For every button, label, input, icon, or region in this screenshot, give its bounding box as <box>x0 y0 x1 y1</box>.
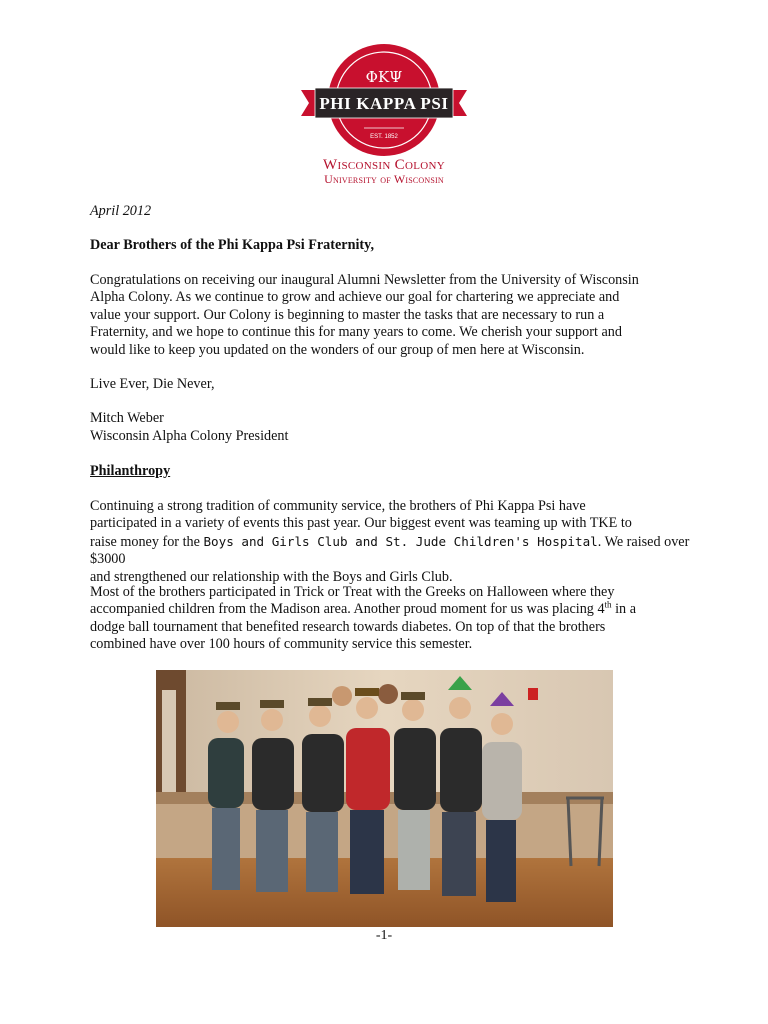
text-line: would like to keep you updated on the wonders of our group of men here at Wisconsin. <box>90 341 585 358</box>
philanthropy-paragraph-2 <box>90 584 690 654</box>
charity-names: Boys and Girls Club and St. Jude Children's Hospital <box>203 533 598 549</box>
colony-name: Wisconsin Colony <box>323 157 445 173</box>
text-line: participated in a variety of events this past year. Our biggest event was teaming up with TKE to <box>90 515 632 532</box>
text-line: Most of the brothers participated in Trick or Treat with the Greeks on Halloween where they <box>90 584 615 600</box>
crest-banner-text: PHI KAPPA PSI <box>319 94 449 113</box>
signer-title: Wisconsin Alpha Colony President <box>90 428 289 444</box>
text-line: Fraternity, and we hope to continue this for many years to come. We cherish your support and <box>90 324 622 341</box>
text-line: value your support. Our Colony is beginning to master the tasks that are necessary to run a <box>90 306 605 323</box>
text-line: Continuing a strong tradition of community service, the brothers of Phi Kappa Psi have <box>90 498 586 514</box>
intro-paragraph <box>90 272 690 359</box>
letter-signoff: Live Ever, Die Never, <box>90 376 215 392</box>
page-number: -1- <box>375 928 393 943</box>
crest-est-text: EST. 1852 <box>370 134 398 140</box>
greek-letters: ΦΚΨ <box>365 68 403 86</box>
text-line: combined have over 100 hours of community service this semester. <box>90 636 473 653</box>
university-name: University of Wisconsin <box>324 172 444 186</box>
section-heading-philanthropy: Philanthropy <box>90 463 171 479</box>
letter-greeting: Dear Brothers of the Phi Kappa Psi Fraternity, <box>90 237 374 253</box>
letter-date: April 2012 <box>90 203 152 219</box>
text-line: raise money for the Boys and Girls Club and St. Jude Children's Hospital. We raised over $3000 <box>90 533 690 568</box>
philanthropy-paragraph-1 <box>90 498 690 586</box>
text-line: Congratulations on receiving our inaugural Alumni Newsletter from the University of Wisconsin <box>90 272 639 288</box>
text-line: Alpha Colony. As we continue to grow and achieve our goal for chartering we appreciate and <box>90 289 620 306</box>
text-line: accompanied children from the Madison area. Another proud moment for us was placing 4th in a <box>90 599 636 618</box>
group-photo <box>156 670 613 927</box>
signer-name: Mitch Weber <box>90 410 164 426</box>
text-line: dodge ball tournament that benefited research towards diabetes. On top of that the brothers <box>90 618 606 635</box>
text-line: and strengthened our relationship with the Boys and Girls Club. <box>90 568 453 585</box>
